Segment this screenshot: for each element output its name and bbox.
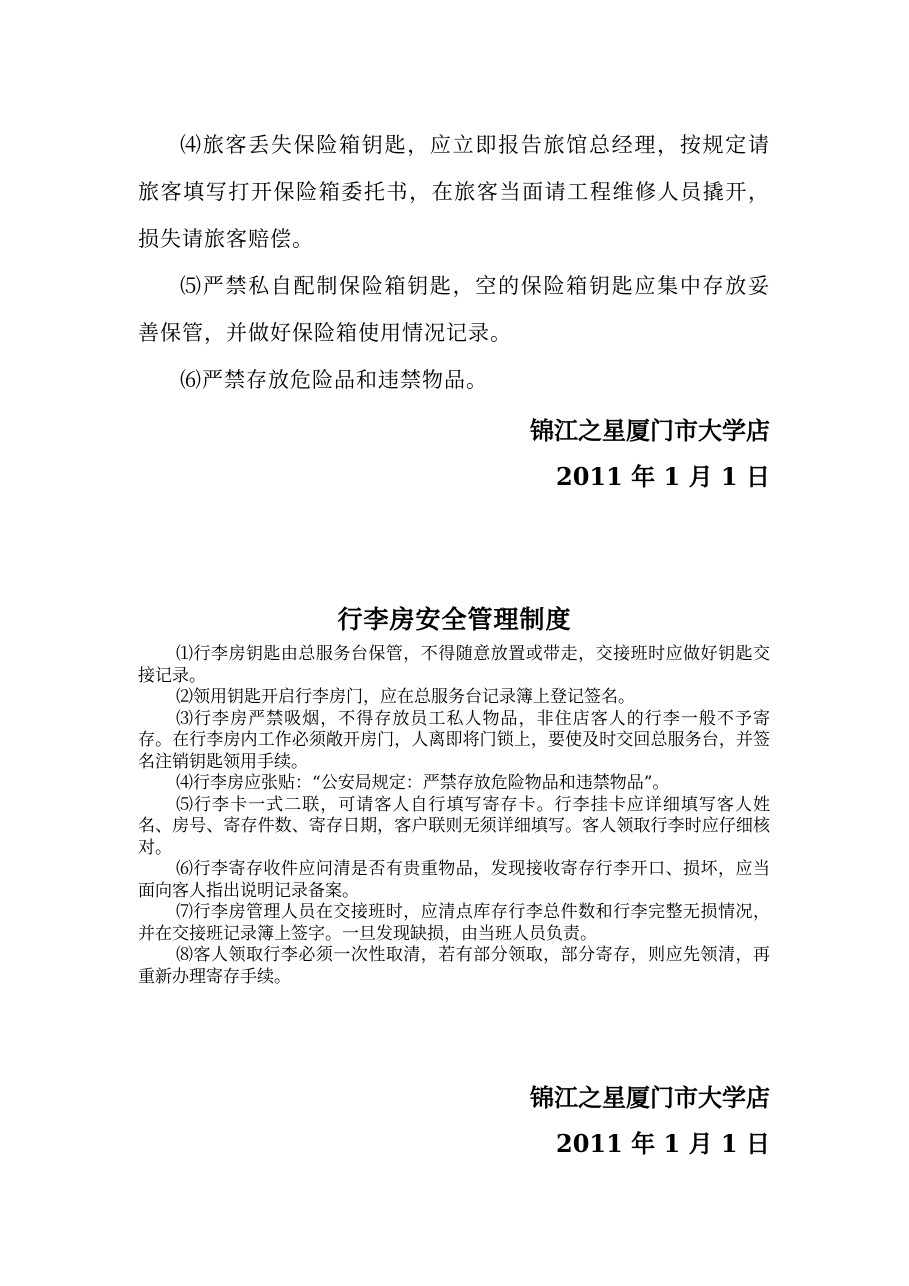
rule-paragraph-6: ⑹严禁存放危险品和违禁物品。	[180, 368, 488, 392]
rule-paragraph-4: ⑷旅客丢失保险箱钥匙，应立即报告旅馆总经理，按规定请旅客填写打开保险箱委托书，在旅客当面请工程维修人员撬开，损失请旅客赔偿。	[138, 133, 770, 251]
luggage-rule-3: ⑶行李房严禁吸烟，不得存放员工私人物品，非住店客人的行李一般不予寄存。在行李房内工作必须敞开房门，人离即将门锁上，要使及时交回总服务台，并签名注销钥匙领用手续。	[138, 708, 770, 772]
signature-hotel-name-bottom: 锦江之星厦门市大学店	[530, 1083, 770, 1112]
luggage-rule-8: ⑻客人领取行李必须一次性取清，若有部分领取，部分寄存，则应先领清，再重新办理寄存手续。	[138, 945, 770, 987]
luggage-room-rules	[138, 644, 770, 988]
signature-date-bottom: 2011 年 1 月 1 日	[556, 1129, 770, 1158]
luggage-rule-1: ⑴行李房钥匙由总服务台保管，不得随意放置或带走，交接班时应做好钥匙交接记录。	[138, 644, 770, 686]
signature-date: 2011 年 1 月 1 日	[556, 462, 770, 491]
luggage-rule-2: ⑵领用钥匙开启行李房门，应在总服务台记录簿上登记签名。	[176, 687, 635, 707]
rule-paragraph-5: ⑸严禁私自配制保险箱钥匙，空的保险箱钥匙应集中存放妥善保管，并做好保险箱使用情况记录。	[138, 274, 770, 345]
signature-hotel-name: 锦江之星厦门市大学店	[530, 416, 770, 445]
safe-deposit-rules-continued	[138, 122, 770, 404]
section-title: 行李房安全管理制度	[337, 605, 572, 634]
luggage-rule-5: ⑸行李卡一式二联，可请客人自行填写寄存卡。行李挂卡应详细填写客人姓名、房号、寄存件数、寄存日期，客户联则无须详细填写。客人领取行李时应仔细核对。	[138, 794, 770, 858]
luggage-rule-4: ⑷行李房应张贴：“公安局规定：严禁存放危险物品和违禁物品”。	[176, 773, 670, 793]
luggage-rule-7: ⑺行李房管理人员在交接班时，应清点库存行李总件数和行李完整无损情况，并在交接班记录簿上签字。一旦发现缺损，由当班人员负责。	[138, 902, 770, 944]
luggage-rule-6: ⑹行李寄存收件应问清是否有贵重物品，发现接收寄存行李开口、损坏，应当面向客人指出说明记录备案。	[138, 859, 770, 901]
